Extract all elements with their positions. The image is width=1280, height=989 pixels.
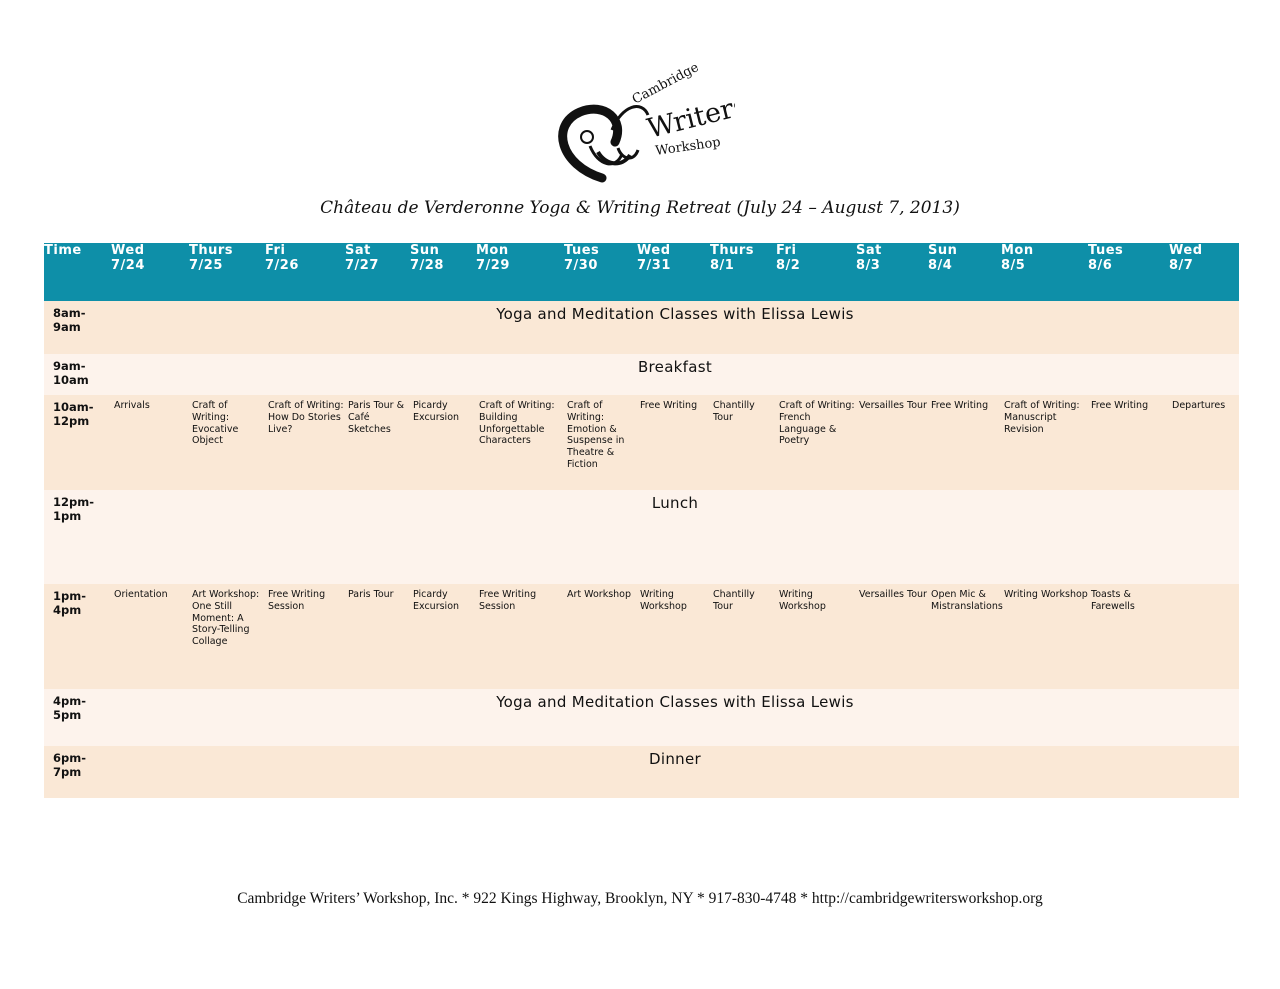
activity-cell: Versailles Tour (856, 395, 928, 490)
activity-cell: Free Writing (928, 395, 1001, 490)
header-day: Mon 7/29 (476, 243, 564, 301)
activity-cell: Chantilly Tour (710, 584, 776, 689)
activity-cell: Craft of Writing: Emotion & Suspense in Theatre & Fiction (564, 395, 637, 490)
header-day: Fri 7/26 (265, 243, 345, 301)
header-day: Mon 8/5 (1001, 243, 1088, 301)
activity-cell: Open Mic & Mistranslations (928, 584, 1001, 689)
activity-cell: Arrivals (111, 395, 189, 490)
yoga-afternoon-cell: Yoga and Meditation Classes with Elissa Lewis (111, 689, 1239, 746)
row-9am (44, 354, 1239, 395)
header-day: Wed 7/31 (637, 243, 710, 301)
activity-cell: Craft of Writing: Evocative Object (189, 395, 265, 490)
footer-contact: Cambridge Writers’ Workshop, Inc. * 922 Kings Highway, Brooklyn, NY * 917-830-4748 * http://cambridgewritersworkshop.org (237, 890, 1043, 907)
header-day: Sun 8/4 (928, 243, 1001, 301)
activity-cell: Toasts & Farewells (1088, 584, 1169, 689)
header-day: Fri 8/2 (776, 243, 856, 301)
header-day: Wed 8/7 (1169, 243, 1239, 301)
lunch-cell: Lunch (111, 490, 1239, 584)
logo (550, 60, 735, 200)
page-title: Château de Verderonne Yoga & Writing Retreat (July 24 – August 7, 2013) (320, 198, 960, 218)
activity-cell: Writing Workshop (637, 584, 710, 689)
time-cell: 4pm- 5pm (44, 689, 111, 746)
activity-cell: Picardy Excursion (410, 584, 476, 689)
activity-cell: Craft of Writing: Manuscript Revision (1001, 395, 1088, 490)
time-cell: 10am- 12pm (44, 395, 111, 490)
activity-cell (1169, 584, 1239, 689)
header-day: Tues 8/6 (1088, 243, 1169, 301)
activity-cell: Writing Workshop (776, 584, 856, 689)
schedule-table (44, 243, 1239, 798)
yoga-morning-cell: Yoga and Meditation Classes with Elissa Lewis (111, 301, 1239, 354)
activity-cell: Departures (1169, 395, 1239, 490)
header-day: Thurs 8/1 (710, 243, 776, 301)
row-12pm (44, 490, 1239, 584)
activity-cell: Writing Workshop (1001, 584, 1088, 689)
logo-word-3: Workshop (654, 134, 722, 159)
activity-cell: Paris Tour (345, 584, 410, 689)
dinner-cell: Dinner (111, 746, 1239, 798)
activity-cell: Picardy Excursion (410, 395, 476, 490)
row-4pm (44, 689, 1239, 746)
header-day: Sun 7/28 (410, 243, 476, 301)
logo-word-1: Cambridge (629, 60, 702, 108)
time-cell: 6pm- 7pm (44, 746, 111, 798)
activity-cell: Free Writing Session (265, 584, 345, 689)
row-6pm (44, 746, 1239, 798)
header-row (44, 243, 1239, 301)
time-cell: 8am- 9am (44, 301, 111, 354)
header-day: Wed 7/24 (111, 243, 189, 301)
activity-cell: Versailles Tour (856, 584, 928, 689)
header-time: Time (44, 243, 111, 301)
logo-word-2: Writers' (644, 88, 735, 145)
activity-cell: Free Writing Session (476, 584, 564, 689)
breakfast-cell: Breakfast (111, 354, 1239, 395)
cww-logo-icon (550, 60, 735, 200)
header-day: Tues 7/30 (564, 243, 637, 301)
activity-cell: Art Workshop: One Still Moment: A Story-Telling Collage (189, 584, 265, 689)
activity-cell: Orientation (111, 584, 189, 689)
activity-cell: Art Workshop (564, 584, 637, 689)
activity-cell: Craft of Writing: Building Unforgettable Characters (476, 395, 564, 490)
row-1pm (44, 584, 1239, 689)
activity-cell: Free Writing (1088, 395, 1169, 490)
row-8am (44, 301, 1239, 354)
time-cell: 1pm- 4pm (44, 584, 111, 689)
activity-cell: Free Writing (637, 395, 710, 490)
activity-cell: Paris Tour & Café Sketches (345, 395, 410, 490)
activity-cell: Craft of Writing: French Language & Poetry (776, 395, 856, 490)
row-10am (44, 395, 1239, 490)
header-day: Sat 7/27 (345, 243, 410, 301)
header-day: Sat 8/3 (856, 243, 928, 301)
time-cell: 9am- 10am (44, 354, 111, 395)
header-day: Thurs 7/25 (189, 243, 265, 301)
time-cell: 12pm- 1pm (44, 490, 111, 584)
activity-cell: Craft of Writing: How Do Stories Live? (265, 395, 345, 490)
activity-cell: Chantilly Tour (710, 395, 776, 490)
